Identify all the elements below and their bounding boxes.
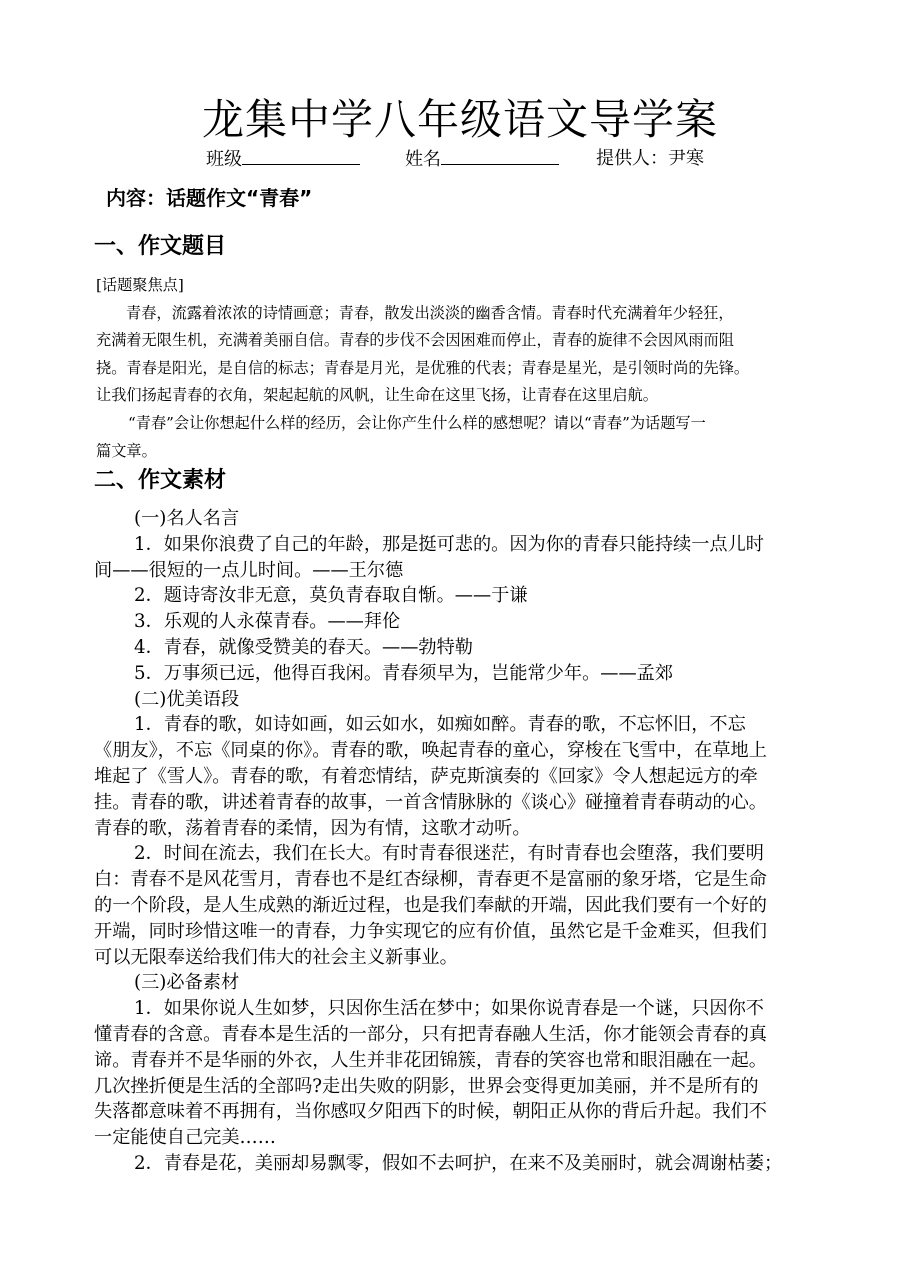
paragraph-line: 可以无限奉送给我们伟大的社会主义新事业。 [94,946,458,968]
paragraph-line: 懂青春的含意。青春本是生活的一部分，只有把青春融人生活，你才能领会青春的真 [94,1023,767,1045]
paragraph-line: 堆起了《雪人》。青春的歌，有着恋情结，萨克斯演奏的《回家》令人想起远方的牵 [94,765,758,787]
quote-line: 2．题诗寄汝非无意，莫负青春取自惭。——于谦 [134,585,528,607]
paragraph-line: 1．如果你说人生如梦，只因你生活在梦中；如果你说青春是一个谜，只因你不 [134,998,764,1020]
section2-heading: 二、作文素材 [94,468,227,493]
quote-line: 3．乐观的人永葆青春。——拜伦 [134,611,401,633]
provider-text: 提供人：尹寒 [596,148,704,169]
paragraph-line: 开端，同时珍惜这唯一的青春，力争实现它的应有价值，虽然它是千金难买，但我们 [94,920,767,942]
paragraph-line: 失落都意味着不再拥有，当你感叹夕阳西下的时候，朝阳正从你的背后升起。我们不 [94,1101,767,1123]
paragraph-line: 青春的歌，荡着青春的柔情，因为有情，这歌才动听。 [94,817,531,839]
quote-line: 5．万事须已远，他得百我闲。青春须早为，岂能常少年。——孟郊 [134,662,674,684]
paragraph-line: 让我们扬起青春的衣角，架起起航的风帆，让生命在这里飞扬，让青春在这里启航。 [96,386,658,405]
name-field [405,146,559,173]
quote-line: 4．青春，就像受赞美的春天。——勃特勒 [134,636,473,658]
page-title: 龙集中学八年级语文导学案 [201,95,718,144]
quote-line: 间——很短的一点儿时间。——王尔德 [94,559,404,581]
section1-text [96,272,749,465]
paragraph-line: 《朋友》，不忘《同桌的你》。青春的歌，唤起青春的童心，穿梭在飞雪中，在草地上 [94,740,767,762]
paragraph-line: 青春，流露着浓浓的诗情画意；青春，散发出淡淡的幽香含情。青春时代充满着年少轻狂， [126,303,734,322]
paragraph-line: 一定能使自己完美…… [94,1127,276,1149]
subheading: (三)必备素材 [134,972,240,994]
name-label: 姓名 [405,149,441,170]
name-blank [441,146,559,165]
class-blank [242,146,360,165]
paragraph-line: 充满着无限生机，充满着美丽自信。青春的步伐不会因困难而停止，青春的旋律不会因风雨而阻 [96,331,734,350]
quote-line: 1．如果你浪费了自己的年龄，那是挺可悲的。因为你的青春只能持续一点儿时 [134,533,764,555]
paragraph-line: 挂。青春的歌，讲述着青春的故事，一首含情脉脉的《谈心》碰撞着青春萌动的心。 [94,791,767,813]
class-field [206,146,360,173]
class-label: 班级 [206,149,242,170]
paragraph-line: 2．时间在流去，我们在长大。有时青春很迷茫，有时青春也会堕落，我们要明 [134,843,764,865]
paragraph-line: “青春”会让你想起什么样的经历，会让你产生什么样的感想呢？请以“青春”为话题写一 [128,413,706,432]
paragraph-line: 的一个阶段，是人生成熟的渐近过程，也是我们奉献的开端，因此我们要有一个好的 [94,894,767,916]
paragraph-line: 篇文章。 [96,441,157,460]
paragraph-line: 谛。青春并不是华丽的外衣，人生并非花团锦簇，青春的笑容也常和眼泪融在一起。 [94,1049,767,1071]
paragraph-line: 白：青春不是风花雪月，青春也不是红杏绿柳，青春更不是富丽的象牙塔，它是生命 [94,869,767,891]
paragraph-line: 2．青春是花，美丽却易飘零，假如不去呵护，在来不及美丽时，就会凋谢枯萎； [134,1152,783,1174]
section1-heading: 一、作文题目 [94,234,227,259]
paragraph-line: 几次挫折便是生活的全部吗?走出失败的阴影，世界会变得更加美丽，并不是所有的 [94,1075,759,1097]
section2-text [94,506,782,1177]
subheading: (一)名人名言 [134,508,240,529]
topic-tag: [话题聚焦点] [96,276,184,294]
subheading: (二)优美语段 [134,688,240,710]
content-heading: 内容：话题作文“青春” [106,186,313,210]
paragraph-line: 1．青春的歌，如诗如画，如云如水，如痴如醉。青春的歌，不忘怀旧，不忘 [134,714,746,736]
paragraph-line: 挠。青春是阳光，是自信的标志；青春是月光，是优雅的代表；青春是星光，是引领时尚的先锋。 [96,358,750,377]
